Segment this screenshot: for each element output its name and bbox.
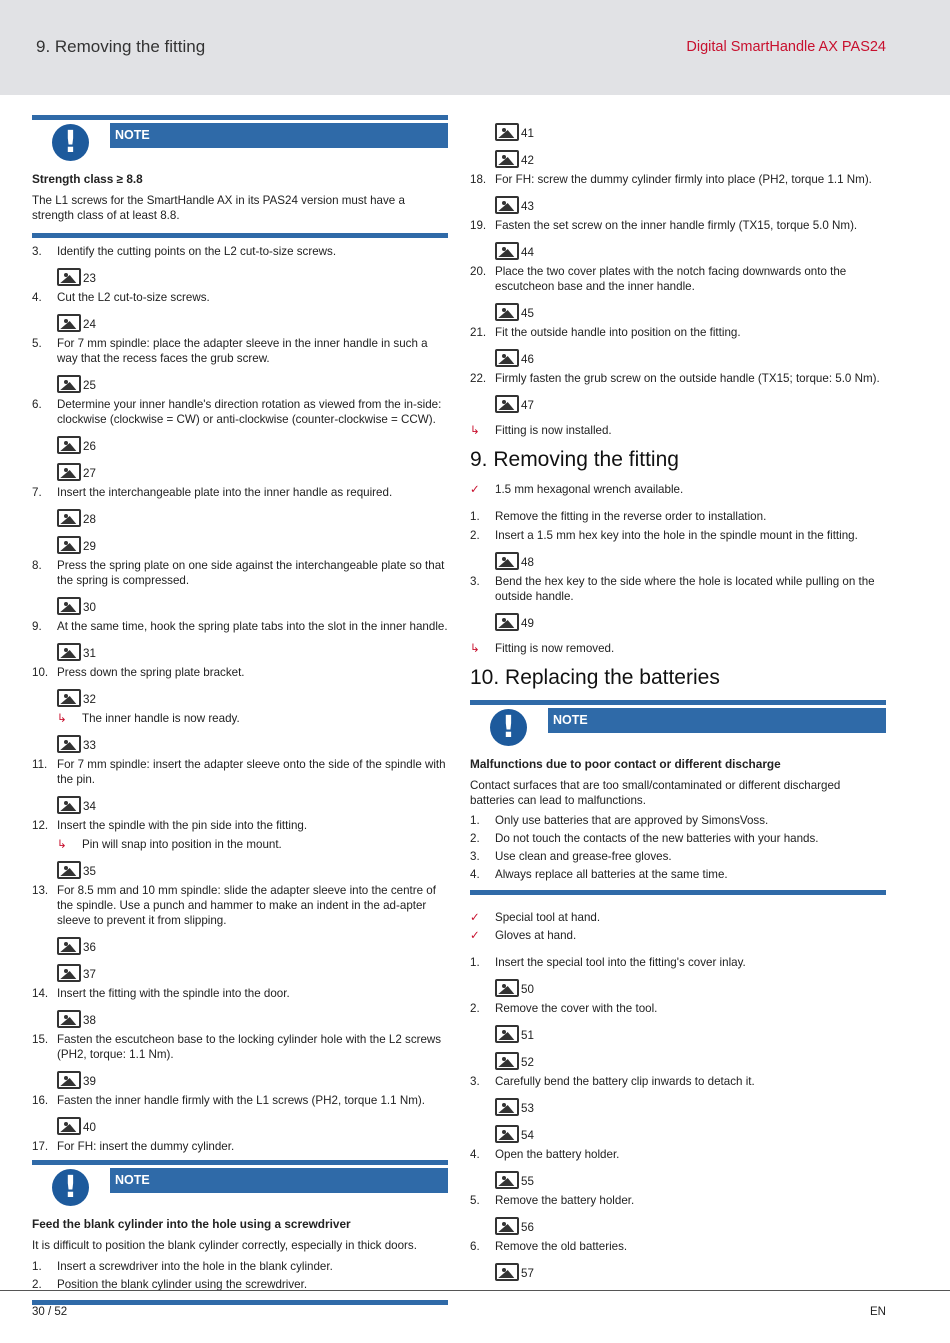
result-arrow-icon: ↳ bbox=[470, 423, 480, 437]
image-placeholder-icon bbox=[57, 463, 81, 481]
step-item bbox=[470, 218, 886, 233]
result-arrow-icon: ↳ bbox=[57, 837, 67, 851]
step-text: Remove the old batteries. bbox=[495, 1240, 628, 1253]
step-text: Fit the outside handle into position on the fitting. bbox=[495, 326, 741, 339]
prerequisites bbox=[470, 910, 886, 943]
checkmark-icon: ✓ bbox=[470, 910, 480, 924]
list-text: Position the blank cylinder using the screwdriver. bbox=[57, 1277, 308, 1291]
note-list-item bbox=[470, 848, 886, 866]
figure-number: 40 bbox=[83, 1121, 96, 1134]
figure-number: 32 bbox=[83, 693, 96, 706]
removing-steps bbox=[470, 509, 886, 631]
figure-reference bbox=[495, 237, 886, 260]
step-text: Insert a 1.5 mm hex key into the hole in the spindle mount in the fitting. bbox=[495, 529, 858, 542]
result-text: The inner handle is now ready. bbox=[82, 712, 240, 725]
figure-number: 42 bbox=[521, 154, 534, 167]
step-number: 3. bbox=[32, 245, 42, 258]
figure-reference bbox=[57, 592, 448, 615]
image-placeholder-icon bbox=[57, 536, 81, 554]
figure-reference bbox=[57, 458, 448, 481]
image-placeholder-icon bbox=[495, 150, 519, 168]
result-text: Pin will snap into position in the mount. bbox=[82, 838, 282, 851]
image-placeholder-icon bbox=[495, 123, 519, 141]
step-text: Fasten the set screw on the inner handle firmly (TX15, torque 5.0 Nm). bbox=[495, 219, 858, 232]
figure-reference bbox=[495, 1093, 886, 1116]
image-placeholder-icon bbox=[57, 597, 81, 615]
exclamation-icon: ! bbox=[52, 1169, 89, 1206]
figure-group bbox=[470, 118, 886, 168]
figure-reference bbox=[495, 118, 886, 141]
note-title: Malfunctions due to poor contact or different discharge bbox=[470, 757, 781, 771]
figure-reference bbox=[57, 959, 448, 982]
figure-reference bbox=[57, 531, 448, 554]
figure-number: 27 bbox=[83, 467, 96, 480]
section-title-batteries: 10. Replacing the batteries bbox=[470, 666, 720, 689]
list-number: 2. bbox=[470, 832, 480, 845]
image-placeholder-icon bbox=[495, 1098, 519, 1116]
step-item bbox=[32, 665, 448, 680]
step-number: 4. bbox=[470, 1148, 480, 1161]
step-number: 5. bbox=[470, 1194, 480, 1207]
list-number: 2. bbox=[32, 1277, 42, 1291]
step-text: Open the battery holder. bbox=[495, 1148, 620, 1161]
exclamation-icon: ! bbox=[52, 124, 89, 161]
step-text: Remove the battery holder. bbox=[495, 1194, 635, 1207]
figure-reference bbox=[495, 298, 886, 321]
image-placeholder-icon bbox=[57, 268, 81, 286]
note-text: Contact surfaces that are too small/contaminated or different discharged batteries can lead to malfunctions. bbox=[470, 779, 841, 807]
step-text: Determine your inner handle's direction rotation as viewed from the in-side: clockwise (clockwise = CW) or anti-clockwise (counter-clockwise = CCW). bbox=[57, 398, 442, 426]
figure-number: 36 bbox=[83, 941, 96, 954]
step-text: Insert the interchangeable plate into the inner handle as required. bbox=[57, 486, 393, 499]
step-text: For 7 mm spindle: insert the adapter sleeve onto the side of the spindle with the pin. bbox=[57, 758, 446, 786]
step-item bbox=[470, 172, 886, 187]
step-text: Insert the fitting with the spindle into the door. bbox=[57, 987, 290, 1000]
figure-number: 34 bbox=[83, 800, 96, 813]
step-item bbox=[32, 1032, 448, 1062]
step-text: At the same time, hook the spring plate tabs into the slot in the inner handle. bbox=[57, 620, 448, 633]
image-placeholder-icon bbox=[57, 689, 81, 707]
image-placeholder-icon bbox=[57, 1071, 81, 1089]
note-label: NOTE bbox=[110, 1168, 448, 1193]
image-placeholder-icon bbox=[495, 979, 519, 997]
step-number: 9. bbox=[32, 620, 42, 633]
figure-reference bbox=[495, 1258, 886, 1281]
result-arrow-icon: ↳ bbox=[470, 641, 480, 655]
prerequisite-text: Special tool at hand. bbox=[495, 911, 601, 924]
step-item bbox=[32, 986, 448, 1001]
step-number: 14. bbox=[32, 987, 49, 1000]
note-list-item bbox=[470, 812, 886, 830]
step-number: 17. bbox=[32, 1140, 49, 1153]
step-number: 12. bbox=[32, 819, 49, 832]
step-item bbox=[470, 325, 886, 340]
step-item bbox=[32, 244, 448, 259]
step-text: For FH: insert the dummy cylinder. bbox=[57, 1140, 235, 1153]
figure-number: 56 bbox=[521, 1221, 534, 1234]
figure-number: 43 bbox=[521, 200, 534, 213]
figure-number: 55 bbox=[521, 1175, 534, 1188]
figure-number: 46 bbox=[521, 353, 534, 366]
installation-steps-left bbox=[32, 244, 448, 1154]
figure-reference bbox=[495, 145, 886, 168]
image-placeholder-icon bbox=[495, 613, 519, 631]
installation-steps-right bbox=[470, 172, 886, 413]
step-number: 2. bbox=[470, 529, 480, 542]
image-placeholder-icon bbox=[495, 1125, 519, 1143]
figure-number: 53 bbox=[521, 1102, 534, 1115]
right-column bbox=[470, 118, 886, 1281]
note-list bbox=[32, 1258, 448, 1300]
step-item bbox=[470, 1074, 886, 1089]
step-text: Firmly fasten the grub screw on the outside handle (TX15; torque: 5.0 Nm). bbox=[495, 372, 880, 385]
image-placeholder-icon bbox=[495, 242, 519, 260]
image-placeholder-icon bbox=[495, 1025, 519, 1043]
image-placeholder-icon bbox=[495, 196, 519, 214]
step-number: 21. bbox=[470, 326, 487, 339]
step-number: 11. bbox=[32, 758, 48, 771]
figure-number: 49 bbox=[521, 617, 534, 630]
figure-reference bbox=[495, 1047, 886, 1070]
note-list-item bbox=[32, 1258, 448, 1276]
step-item bbox=[470, 528, 886, 543]
step-text: Remove the cover with the tool. bbox=[495, 1002, 658, 1015]
figure-reference bbox=[57, 1005, 448, 1028]
list-number: 4. bbox=[470, 868, 480, 881]
image-placeholder-icon bbox=[57, 1010, 81, 1028]
step-item bbox=[32, 558, 448, 588]
image-placeholder-icon bbox=[495, 1171, 519, 1189]
exclamation-icon: ! bbox=[490, 709, 527, 746]
step-text: Insert the spindle with the pin side into the fitting. bbox=[57, 819, 308, 832]
figure-reference bbox=[495, 547, 886, 570]
step-text: For 8.5 mm and 10 mm spindle: slide the adapter sleeve into the centre of the spindle. Use a punch and hammer to make an indent in the ad-apter sleeve to prevent it from slipping. bbox=[57, 884, 436, 927]
step-item bbox=[470, 1001, 886, 1016]
step-item bbox=[32, 1093, 448, 1108]
result-line bbox=[470, 641, 886, 656]
figure-reference bbox=[495, 608, 886, 631]
step-item bbox=[32, 336, 448, 366]
image-placeholder-icon bbox=[57, 796, 81, 814]
note-box-batteries bbox=[470, 700, 886, 895]
step-text: For FH: screw the dummy cylinder firmly into place (PH2, torque 1.1 Nm). bbox=[495, 173, 872, 186]
prerequisite-item bbox=[470, 928, 886, 943]
image-placeholder-icon bbox=[57, 735, 81, 753]
figure-reference bbox=[57, 684, 448, 707]
step-number: 16. bbox=[32, 1094, 49, 1107]
result-arrow-icon: ↳ bbox=[57, 711, 67, 725]
page-number: 30 / 52 bbox=[32, 1306, 68, 1318]
note-label: NOTE bbox=[110, 123, 448, 148]
section-title-removing: 9. Removing the fitting bbox=[470, 448, 679, 471]
product-name: Digital SmartHandle AX PAS24 bbox=[686, 39, 886, 55]
figure-reference bbox=[57, 263, 448, 286]
step-number: 20. bbox=[470, 265, 487, 278]
list-number: 1. bbox=[32, 1259, 42, 1273]
list-number: 1. bbox=[470, 814, 480, 827]
figure-number: 57 bbox=[521, 1267, 534, 1280]
step-text: Cut the L2 cut-to-size screws. bbox=[57, 291, 210, 304]
step-item bbox=[470, 574, 886, 604]
figure-number: 23 bbox=[83, 272, 96, 285]
figure-number: 26 bbox=[83, 440, 96, 453]
left-column bbox=[32, 115, 448, 1311]
step-item bbox=[32, 818, 448, 833]
image-placeholder-icon bbox=[495, 1052, 519, 1070]
step-item bbox=[470, 509, 886, 524]
list-number: 3. bbox=[470, 850, 480, 863]
figure-number: 41 bbox=[521, 127, 534, 140]
step-number: 6. bbox=[470, 1240, 480, 1253]
step-number: 5. bbox=[32, 337, 42, 350]
image-placeholder-icon bbox=[57, 509, 81, 527]
step-item bbox=[32, 619, 448, 634]
step-text: Place the two cover plates with the notch facing downwards onto the escutcheon base and the inner handle. bbox=[495, 265, 847, 293]
image-placeholder-icon bbox=[495, 1263, 519, 1281]
step-number: 10. bbox=[32, 666, 49, 679]
figure-number: 24 bbox=[83, 318, 96, 331]
list-text: Do not touch the contacts of the new batteries with your hands. bbox=[495, 832, 819, 845]
step-number: 19. bbox=[470, 219, 487, 232]
step-item bbox=[32, 397, 448, 427]
figure-number: 50 bbox=[521, 983, 534, 996]
prerequisite-text: Gloves at hand. bbox=[495, 929, 577, 942]
image-placeholder-icon bbox=[495, 349, 519, 367]
image-placeholder-icon bbox=[57, 375, 81, 393]
step-number: 18. bbox=[470, 173, 487, 186]
figure-reference bbox=[495, 1020, 886, 1043]
footer-divider bbox=[0, 1290, 950, 1291]
step-number: 1. bbox=[470, 510, 480, 523]
note-label: NOTE bbox=[548, 708, 886, 733]
figure-number: 31 bbox=[83, 647, 96, 660]
image-placeholder-icon bbox=[57, 964, 81, 982]
chapter-title: 9. Removing the fitting bbox=[36, 37, 206, 56]
figure-reference bbox=[57, 638, 448, 661]
image-placeholder-icon bbox=[495, 303, 519, 321]
figure-number: 37 bbox=[83, 968, 96, 981]
note-list-item bbox=[470, 830, 886, 848]
checkmark-icon: ✓ bbox=[470, 928, 480, 942]
figure-reference bbox=[57, 504, 448, 527]
step-item bbox=[32, 883, 448, 928]
figure-reference bbox=[57, 1112, 448, 1135]
figure-reference bbox=[495, 1166, 886, 1189]
result-line bbox=[57, 837, 448, 852]
note-box-strength bbox=[32, 115, 448, 238]
step-item bbox=[32, 1139, 448, 1154]
step-text: Identify the cutting points on the L2 cut-to-size screws. bbox=[57, 245, 337, 258]
list-text: Use clean and grease-free gloves. bbox=[495, 850, 672, 863]
list-text: Always replace all batteries at the same time. bbox=[495, 868, 728, 881]
step-number: 22. bbox=[470, 372, 487, 385]
figure-number: 52 bbox=[521, 1056, 534, 1069]
step-text: Press down the spring plate bracket. bbox=[57, 666, 245, 679]
step-item bbox=[470, 1193, 886, 1208]
step-text: Carefully bend the battery clip inwards to detach it. bbox=[495, 1075, 755, 1088]
note-text: It is difficult to position the blank cylinder correctly, especially in thick doors. bbox=[32, 1239, 417, 1252]
figure-number: 44 bbox=[521, 246, 534, 259]
step-item bbox=[470, 371, 886, 386]
list-text: Insert a screwdriver into the hole in the blank cylinder. bbox=[57, 1259, 333, 1273]
step-number: 8. bbox=[32, 559, 42, 572]
figure-number: 48 bbox=[521, 556, 534, 569]
step-number: 3. bbox=[470, 1075, 480, 1088]
step-number: 15. bbox=[32, 1033, 49, 1046]
figure-reference bbox=[495, 191, 886, 214]
page-header bbox=[0, 0, 950, 95]
image-placeholder-icon bbox=[57, 937, 81, 955]
step-number: 2. bbox=[470, 1002, 480, 1015]
figure-number: 38 bbox=[83, 1014, 96, 1027]
step-text: Press the spring plate on one side against the interchangeable plate so that the spring is compressed. bbox=[57, 559, 445, 587]
note-title: Feed the blank cylinder into the hole using a screwdriver bbox=[32, 1217, 351, 1231]
result-line bbox=[57, 711, 448, 726]
figure-reference bbox=[57, 730, 448, 753]
step-text: Fasten the escutcheon base to the locking cylinder hole with the L2 screws (PH2, torque: 1.1 Nm). bbox=[57, 1033, 442, 1061]
note-list bbox=[470, 812, 886, 890]
step-item bbox=[470, 955, 886, 970]
image-placeholder-icon bbox=[57, 861, 81, 879]
figure-reference bbox=[57, 309, 448, 332]
step-number: 4. bbox=[32, 291, 42, 304]
step-number: 6. bbox=[32, 398, 42, 411]
image-placeholder-icon bbox=[57, 643, 81, 661]
figure-reference bbox=[57, 431, 448, 454]
figure-number: 47 bbox=[521, 399, 534, 412]
figure-number: 45 bbox=[521, 307, 534, 320]
prerequisite-item bbox=[470, 910, 886, 925]
figure-number: 54 bbox=[521, 1129, 534, 1142]
step-number: 1. bbox=[470, 956, 480, 969]
note-title: Strength class ≥ 8.8 bbox=[32, 172, 143, 186]
figure-number: 25 bbox=[83, 379, 96, 392]
checkmark-icon: ✓ bbox=[470, 482, 480, 496]
figure-number: 39 bbox=[83, 1075, 96, 1088]
prerequisite-item bbox=[470, 482, 886, 497]
language-code: EN bbox=[870, 1306, 886, 1318]
image-placeholder-icon bbox=[57, 436, 81, 454]
image-placeholder-icon bbox=[495, 395, 519, 413]
result-line bbox=[470, 423, 886, 438]
figure-number: 35 bbox=[83, 865, 96, 878]
figure-reference bbox=[57, 856, 448, 879]
prerequisite-text: 1.5 mm hexagonal wrench available. bbox=[495, 483, 684, 496]
image-placeholder-icon bbox=[57, 1117, 81, 1135]
list-text: Only use batteries that are approved by SimonsVoss. bbox=[495, 814, 769, 827]
figure-reference bbox=[495, 344, 886, 367]
step-item bbox=[32, 290, 448, 305]
figure-number: 28 bbox=[83, 513, 96, 526]
result-text: Fitting is now installed. bbox=[495, 424, 612, 437]
figure-number: 30 bbox=[83, 601, 96, 614]
battery-steps bbox=[470, 955, 886, 1281]
figure-reference bbox=[57, 791, 448, 814]
note-box-blank-cylinder bbox=[32, 1160, 448, 1305]
figure-number: 33 bbox=[83, 739, 96, 752]
result-text: Fitting is now removed. bbox=[495, 642, 615, 655]
figure-reference bbox=[57, 370, 448, 393]
step-item bbox=[32, 757, 448, 787]
note-text: The L1 screws for the SmartHandle AX in its PAS24 version must have a strength class of at least 8.8. bbox=[32, 194, 405, 222]
step-text: Fasten the inner handle firmly with the L1 screws (PH2, torque 1.1 Nm). bbox=[57, 1094, 425, 1107]
step-text: Bend the hex key to the side where the hole is located while pulling on the outside handle. bbox=[495, 575, 875, 603]
figure-number: 29 bbox=[83, 540, 96, 553]
step-text: Insert the special tool into the fitting's cover inlay. bbox=[495, 956, 746, 969]
image-placeholder-icon bbox=[495, 1217, 519, 1235]
figure-reference bbox=[57, 932, 448, 955]
step-number: 7. bbox=[32, 486, 42, 499]
step-number: 3. bbox=[470, 575, 480, 588]
note-list-item bbox=[470, 866, 886, 884]
image-placeholder-icon bbox=[495, 552, 519, 570]
figure-reference bbox=[495, 1120, 886, 1143]
figure-reference bbox=[495, 1212, 886, 1235]
step-text: Remove the fitting in the reverse order to installation. bbox=[495, 510, 767, 523]
step-item bbox=[470, 264, 886, 294]
step-item bbox=[470, 1239, 886, 1254]
step-number: 13. bbox=[32, 884, 49, 897]
step-item bbox=[470, 1147, 886, 1162]
step-text: For 7 mm spindle: place the adapter sleeve in the inner handle in such a way that the recess faces the grub screw. bbox=[57, 337, 428, 365]
figure-reference bbox=[495, 974, 886, 997]
figure-reference bbox=[495, 390, 886, 413]
figure-reference bbox=[57, 1066, 448, 1089]
figure-number: 51 bbox=[521, 1029, 534, 1042]
image-placeholder-icon bbox=[57, 314, 81, 332]
step-item bbox=[32, 485, 448, 500]
